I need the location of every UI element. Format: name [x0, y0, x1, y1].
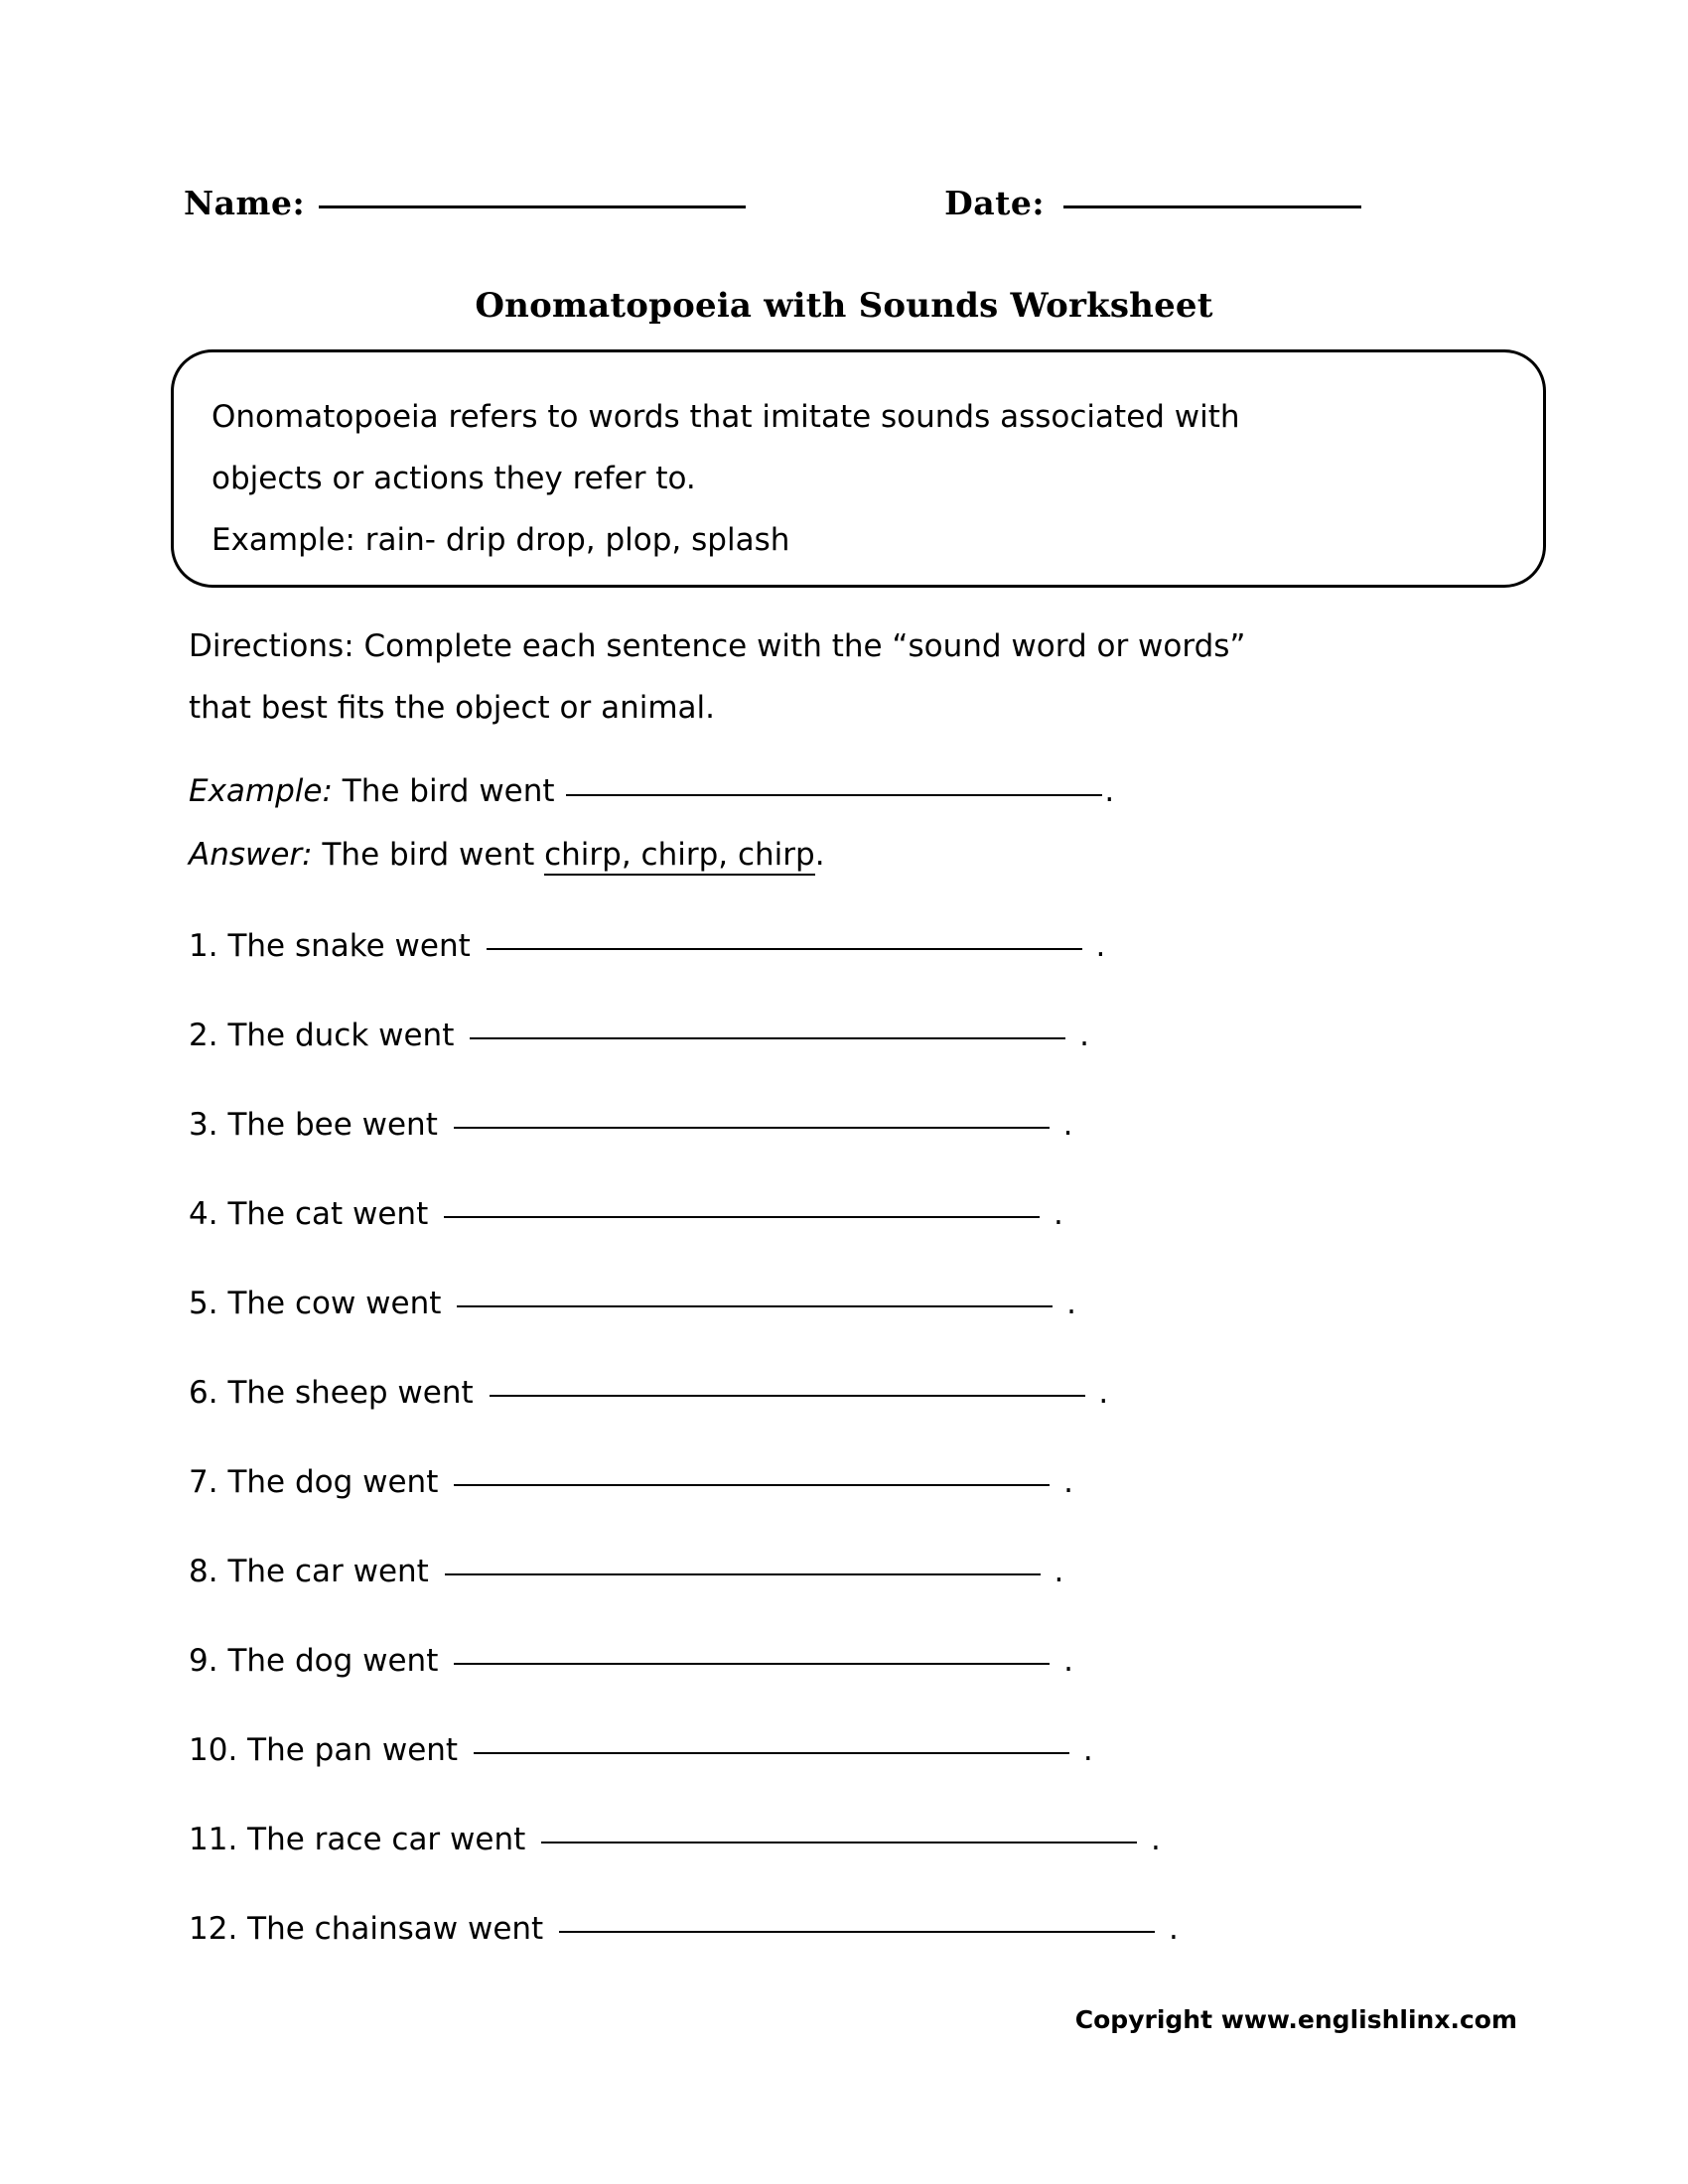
question-blank-line[interactable]: [444, 1215, 1040, 1218]
question-text: The cat went: [227, 1196, 429, 1232]
page-title: Onomatopoeia with Sounds Worksheet: [475, 286, 1213, 326]
question-number: 11.: [189, 1822, 238, 1857]
answer-text-before: The bird went: [312, 837, 545, 873]
question-blank-line[interactable]: [490, 1394, 1085, 1397]
question-row: [189, 1437, 1519, 1527]
question-row: [189, 1259, 1519, 1348]
question-number: 6.: [189, 1375, 218, 1411]
question-blank-line[interactable]: [541, 1841, 1137, 1843]
example-label: Example:: [189, 773, 333, 809]
question-number: 7.: [189, 1464, 218, 1500]
question-period: .: [1150, 1822, 1161, 1857]
answer-line: [189, 823, 1509, 887]
definition-line-2: objects or actions they refer to.: [211, 461, 696, 496]
question-blank-line[interactable]: [559, 1930, 1155, 1933]
name-label: Name:: [184, 184, 306, 222]
question-text: The snake went: [227, 928, 471, 964]
question-text: The bee went: [227, 1107, 438, 1143]
question-number: 5.: [189, 1286, 218, 1321]
directions: [189, 615, 1509, 739]
question-row: [189, 1527, 1519, 1616]
directions-line-2: that best fits the object or animal.: [189, 690, 715, 726]
question-number: 12.: [189, 1911, 238, 1947]
question-row: [189, 1616, 1519, 1706]
question-text: The pan went: [247, 1732, 459, 1768]
question-number: 3.: [189, 1107, 218, 1143]
definition-line-1: Onomatopoeia refers to words that imitate sounds associated with: [211, 399, 1240, 435]
question-number: 10.: [189, 1732, 238, 1768]
question-text: The duck went: [227, 1018, 455, 1053]
question-number: 1.: [189, 928, 218, 964]
question-period: .: [1053, 1196, 1063, 1232]
question-row: [189, 901, 1519, 991]
example-blank-line[interactable]: [566, 793, 1102, 796]
question-text: The car went: [227, 1554, 429, 1589]
question-row: [189, 1884, 1519, 1974]
answer-label: Answer:: [189, 837, 313, 873]
question-blank-line[interactable]: [487, 947, 1082, 950]
question-blank-line[interactable]: [474, 1751, 1069, 1754]
example-line: [189, 759, 1509, 823]
question-list: [189, 901, 1519, 1974]
name-blank-line[interactable]: [319, 205, 746, 208]
question-blank-line[interactable]: [470, 1036, 1065, 1039]
example-period: .: [1104, 773, 1115, 809]
question-period: .: [1098, 1375, 1109, 1411]
question-text: The chainsaw went: [247, 1911, 544, 1947]
question-row: [189, 991, 1519, 1080]
question-text: The dog went: [227, 1464, 439, 1500]
question-blank-line[interactable]: [454, 1483, 1050, 1486]
answer-period: .: [814, 837, 825, 873]
example-text: The bird went: [332, 773, 565, 809]
student-info-row: [184, 184, 1475, 222]
question-text: The race car went: [247, 1822, 526, 1857]
question-period: .: [1095, 928, 1106, 964]
date-blank-line[interactable]: [1063, 205, 1361, 208]
question-text: The sheep went: [227, 1375, 474, 1411]
date-label: Date:: [944, 184, 1046, 222]
question-period: .: [1066, 1286, 1076, 1321]
copyright-notice: Copyright www.englishlinx.com: [1074, 2005, 1517, 2034]
question-blank-line[interactable]: [454, 1662, 1050, 1665]
question-number: 9.: [189, 1643, 218, 1679]
question-row: [189, 1795, 1519, 1884]
question-number: 4.: [189, 1196, 218, 1232]
question-number: 2.: [189, 1018, 218, 1053]
answer-underlined-text: chirp, chirp, chirp: [544, 837, 815, 876]
directions-line-1: Directions: Complete each sentence with the “sound word or words”: [189, 628, 1246, 664]
question-row: [189, 1169, 1519, 1259]
definition-box: [171, 349, 1546, 588]
question-period: .: [1168, 1911, 1179, 1947]
question-text: The dog went: [227, 1643, 439, 1679]
question-row: [189, 1706, 1519, 1795]
question-row: [189, 1348, 1519, 1437]
question-period: .: [1063, 1643, 1073, 1679]
question-number: 8.: [189, 1554, 218, 1589]
date-group: [944, 184, 1361, 222]
question-row: [189, 1080, 1519, 1169]
definition-line-3: Example: rain- drip drop, plop, splash: [211, 522, 790, 558]
question-blank-line[interactable]: [457, 1304, 1053, 1307]
example-block: [189, 759, 1509, 887]
question-text: The cow went: [227, 1286, 442, 1321]
question-blank-line[interactable]: [445, 1572, 1041, 1575]
question-period: .: [1079, 1018, 1089, 1053]
question-blank-line[interactable]: [454, 1126, 1050, 1129]
question-period: .: [1054, 1554, 1064, 1589]
question-period: .: [1062, 1107, 1073, 1143]
question-period: .: [1063, 1464, 1073, 1500]
question-period: .: [1082, 1732, 1093, 1768]
